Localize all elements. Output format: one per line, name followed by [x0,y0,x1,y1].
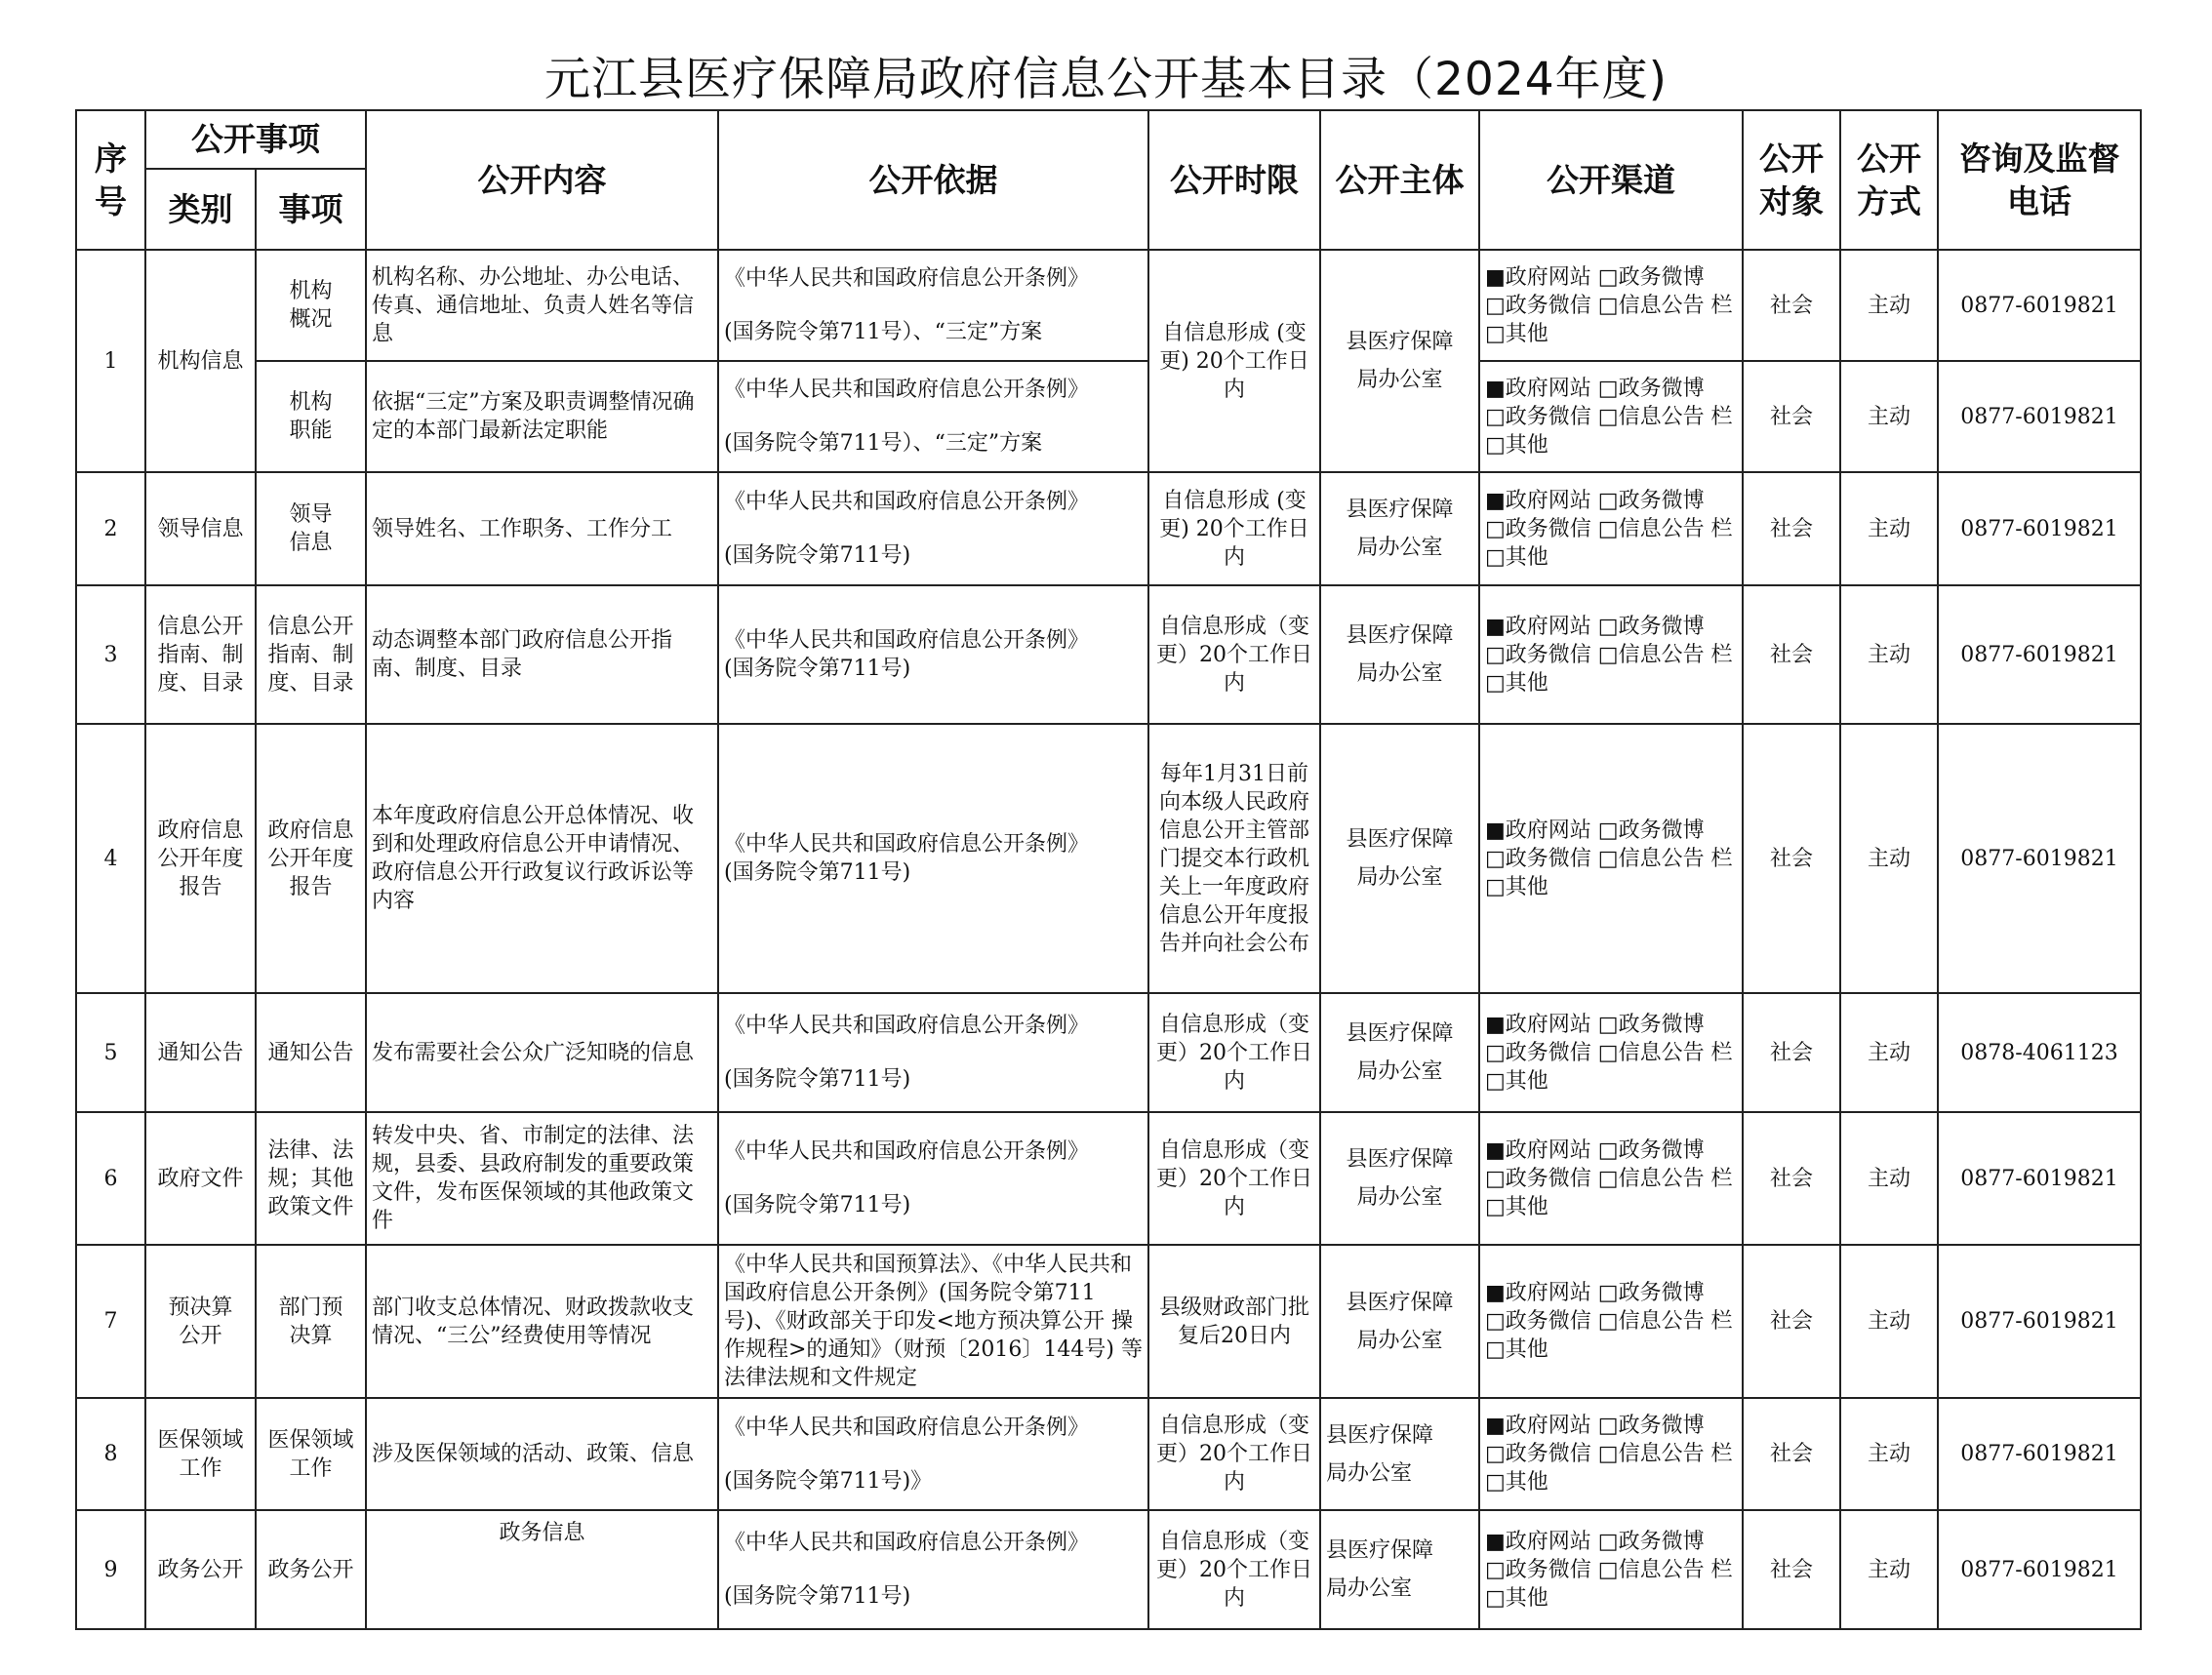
row-category: 通知公告 [145,993,256,1112]
channel-line: ■政府网站 □政务微博 [1485,1281,1705,1305]
row-basis [718,250,1148,361]
row-subject-line1: 县医疗保障 [1346,330,1454,354]
row-no: 4 [76,724,145,993]
table-row [76,1112,2141,1245]
header-items-group: 公开事项 [145,110,366,169]
row-basis [718,585,1148,724]
row-target: 社会 [1743,585,1840,724]
row-phone: 0877-6019821 [1938,1510,2141,1629]
channel-line: ■政府网站 □政务微博 [1485,1137,1705,1163]
row-method: 主动 [1840,585,1938,724]
row-subject-line1: 县医疗保障 [1346,498,1454,522]
row-subject [1320,1112,1479,1245]
row-basis [718,361,1148,472]
row-subject-line2: 局办公室 [1356,661,1443,686]
row-phone: 0877-6019821 [1938,1112,2141,1245]
row-basis [718,724,1148,993]
row-item: 医保领域工作 [256,1398,366,1510]
row-no: 3 [76,585,145,724]
row-content: 转发中央、省、市制定的法律、法规，县委、县政府制发的重要政策文件，发布医保领域的其他政策文件 [366,1112,718,1245]
channel-line: □政务微信 □信息公告 栏 [1485,293,1733,318]
row-no: 1 [76,250,145,472]
row-channel [1479,993,1743,1112]
row-category: 机构信息 [145,250,256,472]
row-target: 社会 [1743,724,1840,993]
row-category: 信息公开指南、制度、目录 [145,585,256,724]
header-target: 公开对象 [1743,110,1840,250]
row-basis [718,472,1148,585]
table-row [76,724,2141,993]
row-subject-line2: 局办公室 [1356,865,1443,890]
row-item: 机构职能 [256,361,366,472]
row-target: 社会 [1743,993,1840,1112]
row-item: 机构概况 [256,250,366,361]
header-method: 公开方式 [1840,110,1938,250]
row-channel [1479,1398,1743,1510]
row-basis-line1: 《中华人民共和国政府信息公开条例》 [724,832,1090,857]
header-category: 类别 [145,169,256,250]
table-row [76,993,2141,1112]
row-target: 社会 [1743,361,1840,472]
table-row [76,472,2141,585]
row-item: 通知公告 [256,993,366,1112]
header-basis: 公开依据 [718,110,1148,250]
row-content: 部门收支总体情况、财政拨款收支情况、“三公”经费使用等情况 [366,1245,718,1398]
row-basis [718,1398,1148,1510]
row-target: 社会 [1743,1245,1840,1398]
row-content: 依据“三定”方案及职责调整情况确定的本部门最新法定职能 [366,361,718,472]
channel-line: □政务微信 □信息公告 栏 [1485,1309,1733,1334]
row-content: 政务信息 [366,1510,718,1629]
row-no: 9 [76,1510,145,1629]
row-channel [1479,1510,1743,1629]
channel-line: □政务微信 □信息公告 栏 [1485,1166,1733,1191]
table-row [76,1510,2141,1629]
row-target: 社会 [1743,472,1840,585]
row-method: 主动 [1840,1112,1938,1245]
row-phone: 0877-6019821 [1938,585,2141,724]
row-subject [1320,1398,1479,1510]
row-content: 涉及医保领域的活动、政策、信息 [366,1398,718,1510]
row-basis-line2: (国务院令第711号) [724,1067,911,1092]
row-basis-line2: (国务院令第711号) [724,1584,911,1609]
channel-line: ■政府网站 □政务微博 [1485,1529,1705,1554]
row-time: 县级财政部门批复后20日内 [1148,1245,1320,1398]
row-content: 动态调整本部门政府信息公开指南、制度、目录 [366,585,718,724]
row-phone: 0877-6019821 [1938,250,2141,361]
row-target: 社会 [1743,1112,1840,1245]
header-item: 事项 [256,169,366,250]
table-row [76,250,2141,361]
row-time: 每年1月31日前向本级人民政府信息公开主管部门提交本行政机关上一年度政府信息公开年度报告并向社会公布 [1148,724,1320,993]
row-basis [718,993,1148,1112]
row-content: 领导姓名、工作职务、工作分工 [366,472,718,585]
row-category: 领导信息 [145,472,256,585]
row-method: 主动 [1840,724,1938,993]
row-basis-line2: (国务院令第711号) [724,1193,911,1217]
row-basis-line2: (国务院令第711号）、“三定”方案 [724,431,1043,456]
header-no: 序号 [76,110,145,250]
row-subject-line2: 局办公室 [1326,1460,1413,1486]
channel-line: □其他 [1485,1470,1548,1495]
row-phone: 0877-6019821 [1938,361,2141,472]
row-subject-line2: 局办公室 [1326,1576,1413,1601]
row-basis-line1: 《中华人民共和国政府信息公开条例》 [724,266,1090,291]
row-time: 自信息形成 (变更) 20个工作日内 [1148,472,1320,585]
row-basis-line2: (国务院令第711号) [724,860,911,885]
row-phone: 0877-6019821 [1938,1398,2141,1510]
header-channel: 公开渠道 [1479,110,1743,250]
channel-line: ■政府网站 □政务微博 [1485,488,1705,513]
row-phone: 0877-6019821 [1938,472,2141,585]
row-target: 社会 [1743,1510,1840,1629]
table-row [76,1245,2141,1398]
table-row [76,361,2141,472]
row-item: 政府信息公开年度报告 [256,724,366,993]
row-item: 领导信息 [256,472,366,585]
directory-table [75,109,2142,1630]
row-category: 医保领域工作 [145,1398,256,1510]
row-method: 主动 [1840,1510,1938,1629]
channel-line: □其他 [1485,1585,1548,1611]
header-time: 公开时限 [1148,110,1320,250]
row-channel [1479,1112,1743,1245]
row-subject-line1: 县医疗保障 [1346,1147,1454,1172]
table-row [76,585,2141,724]
row-basis-line2: (国务院令第711号) [724,543,911,568]
channel-line: □政务微信 □信息公告 栏 [1485,1442,1733,1466]
row-channel [1479,472,1743,585]
row-item: 法律、法规；其他政策文件 [256,1112,366,1245]
header-subject: 公开主体 [1320,110,1479,250]
row-category: 政府信息公开年度报告 [145,724,256,993]
channel-line: □其他 [1485,321,1548,346]
header-content: 公开内容 [366,110,718,250]
channel-line: □其他 [1485,1068,1548,1094]
row-target: 社会 [1743,1398,1840,1510]
table-row [76,1398,2141,1510]
row-subject [1320,993,1479,1112]
row-basis-line2: (国务院令第711号)》 [724,1468,933,1494]
channel-line: ■政府网站 □政务微博 [1485,1012,1705,1037]
channel-line: ■政府网站 □政务微博 [1485,818,1705,843]
row-channel [1479,1245,1743,1398]
row-basis-line1: 《中华人民共和国政府信息公开条例》 [724,1415,1090,1440]
row-channel [1479,361,1743,472]
row-subject-line1: 县医疗保障 [1346,1290,1454,1315]
row-method: 主动 [1840,1398,1938,1510]
channel-line: ■政府网站 □政务微博 [1485,614,1705,639]
channel-line: ■政府网站 □政务微博 [1485,264,1705,290]
channel-line: □政务微信 □信息公告 栏 [1485,1557,1733,1582]
channel-line: □政务微信 □信息公告 栏 [1485,846,1733,871]
row-time: 自信息形成 (变更) 20个工作日内 [1148,250,1320,472]
row-no: 6 [76,1112,145,1245]
row-subject-line2: 局办公室 [1356,536,1443,560]
row-item: 部门预决算 [256,1245,366,1398]
channel-line: □其他 [1485,1337,1548,1362]
row-basis-line1: 《中华人民共和国政府信息公开条例》 [724,378,1090,402]
row-subject [1320,472,1479,585]
row-subject [1320,1245,1479,1398]
row-category: 预决算公开 [145,1245,256,1398]
row-time: 自信息形成（变更）20个工作日内 [1148,1398,1320,1510]
row-subject [1320,724,1479,993]
channel-line: ■政府网站 □政务微博 [1485,1414,1705,1438]
row-item: 政务公开 [256,1510,366,1629]
row-subject-line1: 县医疗保障 [1326,1422,1434,1448]
channel-line: □其他 [1485,1194,1548,1219]
row-no: 5 [76,993,145,1112]
row-method: 主动 [1840,250,1938,361]
row-method: 主动 [1840,361,1938,472]
row-basis-line1: 《中华人民共和国政府信息公开条例》 [724,628,1090,653]
row-category: 政府文件 [145,1112,256,1245]
channel-line: □政务微信 □信息公告 栏 [1485,404,1733,429]
row-basis-line1: 《中华人民共和国政府信息公开条例》 [724,1139,1090,1164]
row-basis: 《中华人民共和国预算法》、《中华人民共和国政府信息公开条例》(国务院令第711 号)、《财政部关于印发<地方预决算公开 操作规程>的通知》（财预〔2016〕144号) 等法律法规和文件规定 [718,1245,1148,1398]
row-basis-line1: 《中华人民共和国政府信息公开条例》 [724,1014,1090,1038]
channel-line: □其他 [1485,544,1548,570]
row-subject-line1: 县医疗保障 [1326,1538,1434,1563]
row-method: 主动 [1840,1245,1938,1398]
row-no: 2 [76,472,145,585]
row-subject-line1: 县医疗保障 [1346,827,1454,852]
row-basis-line2: (国务院令第711号) [724,657,911,681]
row-subject [1320,250,1479,472]
row-content: 发布需要社会公众广泛知晓的信息 [366,993,718,1112]
channel-line: ■政府网站 □政务微博 [1485,376,1705,401]
row-phone: 0877-6019821 [1938,1245,2141,1398]
row-channel [1479,724,1743,993]
row-basis-line2: (国务院令第711号）、“三定”方案 [724,320,1043,344]
row-no: 7 [76,1245,145,1398]
row-subject [1320,585,1479,724]
channel-line: □政务微信 □信息公告 栏 [1485,1040,1733,1065]
channel-line: □政务微信 □信息公告 栏 [1485,516,1733,541]
row-target: 社会 [1743,250,1840,361]
channel-line: □其他 [1485,874,1548,899]
row-basis-line1: 《中华人民共和国政府信息公开条例》 [724,1531,1090,1555]
row-item: 信息公开指南、制度、目录 [256,585,366,724]
row-subject-line2: 局办公室 [1356,1059,1443,1084]
row-channel [1479,585,1743,724]
row-phone: 0878-4061123 [1938,993,2141,1112]
row-method: 主动 [1840,472,1938,585]
row-basis [718,1112,1148,1245]
row-time: 自信息形成（变更）20个工作日内 [1148,993,1320,1112]
row-basis [718,1510,1148,1629]
row-category: 政务公开 [145,1510,256,1629]
row-basis-line1: 《中华人民共和国政府信息公开条例》 [724,490,1090,514]
row-no: 8 [76,1398,145,1510]
row-subject-line2: 局办公室 [1356,368,1443,392]
row-content: 本年度政府信息公开总体情况、收到和处理政府信息公开申请情况、政府信息公开行政复议行政诉讼等内容 [366,724,718,993]
row-subject [1320,1510,1479,1629]
row-time: 自信息形成（变更）20个工作日内 [1148,1112,1320,1245]
row-phone: 0877-6019821 [1938,724,2141,993]
row-subject-line1: 县医疗保障 [1346,1021,1454,1046]
row-subject-line2: 局办公室 [1356,1328,1443,1353]
header-phone: 咨询及监督电话 [1938,110,2141,250]
channel-line: □其他 [1485,432,1548,458]
row-time: 自信息形成（变更）20个工作日内 [1148,585,1320,724]
row-subject-line2: 局办公室 [1356,1185,1443,1210]
row-content: 机构名称、办公地址、办公电话、传真、通信地址、负责人姓名等信息 [366,250,718,361]
row-channel [1479,250,1743,361]
channel-line: □其他 [1485,670,1548,696]
page-title: 元江县医疗保障局政府信息公开基本目录（2024年度) [544,53,1668,106]
row-time: 自信息形成（变更）20个工作日内 [1148,1510,1320,1629]
row-method: 主动 [1840,993,1938,1112]
channel-line: □政务微信 □信息公告 栏 [1485,642,1733,667]
row-subject-line1: 县医疗保障 [1346,623,1454,648]
